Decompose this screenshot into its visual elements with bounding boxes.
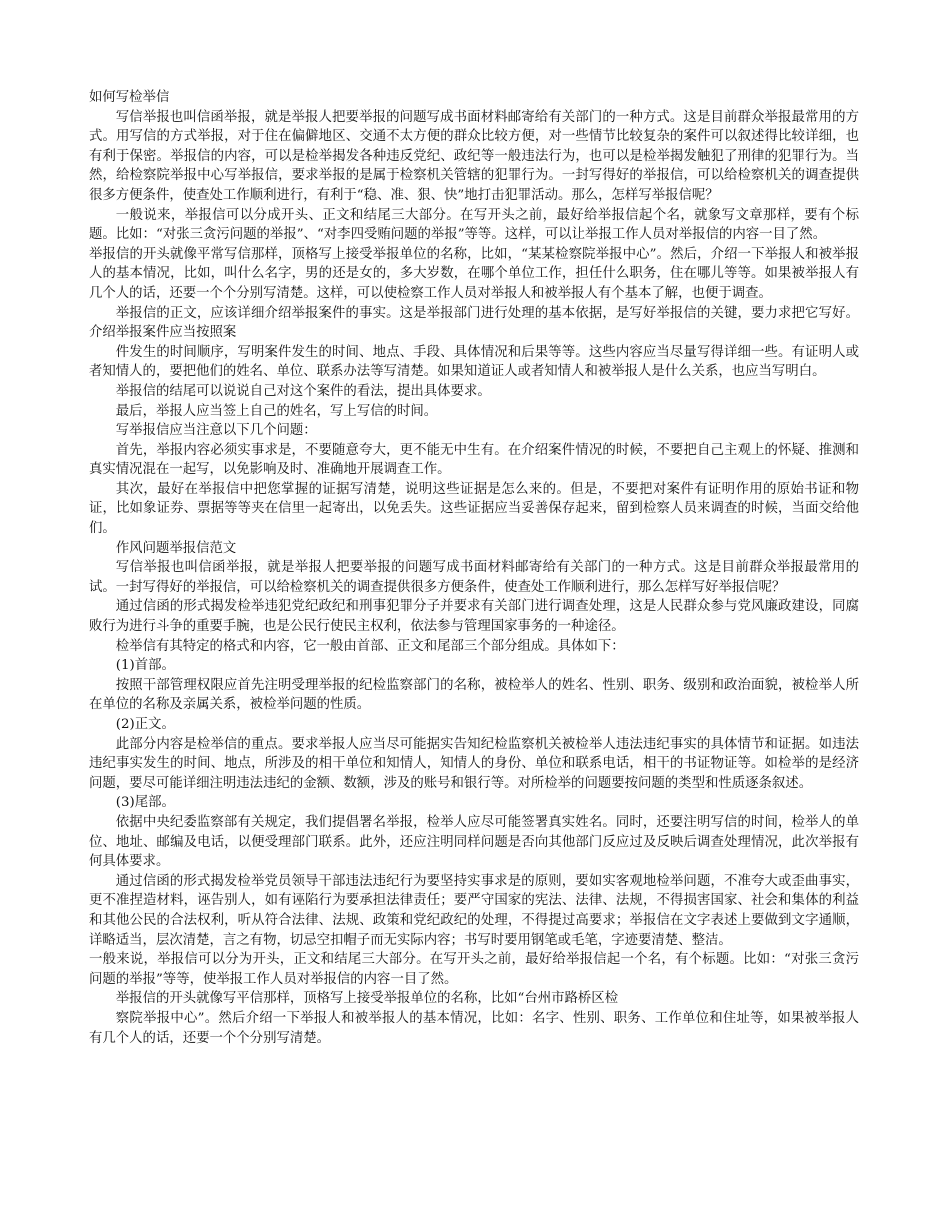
paragraph: 其次，最好在举报信中把您掌握的证据写清楚，说明这些证据是怎么来的。但是，不要把对案件有证明作用的原始书证和物证，比如象证券、票据等等夹在信里一起寄出，以免丢失。这些证据应当妥善保存起来，留到检察人员来调查的时候，当面交给他们。 [89,481,859,537]
paragraph: 写信举报也叫信函举报，就是举报人把要举报的问题写成书面材料邮寄给有关部门的一种方式。这是目前群众举报最常用的试。一封写得好的举报信，可以给检察机关的调查提供很多方便条件，使查处工作顺利进行，那么怎样写好举报信呢？ [89,560,859,595]
paragraph: 通过信函的形式揭发检举违犯党纪政纪和刑事犯罪分子并要求有关部门进行调查处理，这是人民群众参与党风廉政建设，同腐败行为进行斗争的重要手腕，也是公民行使民主权利，依法参与管理国家事务的一种途径。 [89,599,859,635]
paragraph: 件发生的时间顺序，写明案件发生的时间、地点、手段、具体情况和后果等等。这些内容应当尽量写得详细一些。有证明人或者知情人的，要把他们的姓名、单位、联系办法等写清楚。如果知道证人或者知情人和被举报人是什么关系，也应当写明白。 [89,344,859,380]
paragraph: 通过信函的形式揭发检举党员领导干部违法违纪行为要坚持实事求是的原则，要如实客观地检举问题，不准夸大或歪曲事实，更不准捏造材料，诬告别人，如有诬陷行为要承担法律责任；要严守国家的宪法、法律、法规，不得损害国家、社会和集体的利益和其他公民的合法权利，听从符合法律、法规、政策和党纪政纪的处理，不得提过高要求；举报信在文字表述上要做到文字通顺，详略适当，层次清楚，言之有物，切忌空扣帽子而无实际内容；书写时要用钢笔或毛笔，字迹要清楚、整洁。 [89,873,859,948]
paragraph: 举报信的正文，应该详细介绍举报案件的事实。这是举报部门进行处理的基本依据，是写好举报信的关键，要力求把它写好。介绍举报案件应当按照案 [89,305,859,341]
paragraph: 首先，举报内容必须实事求是，不要随意夸大，更不能无中生有。在介绍案件情况的时候，不要把自己主观上的怀疑、推测和真实情况混在一起写，以免影响及时、准确地开展调查工作。 [89,442,859,478]
paragraph: 按照干部管理权限应首先注明受理举报的纪检监察部门的名称，被检举人的姓名、性别、职务、级别和政治面貌，被检举人所在单位的名称及亲属关系，被检举问题的性质。 [89,677,859,713]
paragraph: 一般说来，举报信可以分成开头、正文和结尾三大部分。在写开头之前，最好给举报信起个名，就象写文章那样，要有个标题。比如：“对张三贪污问题的举报”、“对李四受贿问题的举报”等等。这样，可以让举报工作人员对举报信的内容一目了然。 [89,207,859,243]
section-heading: 作风问题举报信范文 [115,540,237,556]
paragraph: 察院举报中心”。然后介绍一下举报人和被举报人的基本情况，比如：名字、性别、职务、工作单位和住址等，如果被举报人有几个人的话，还要一个个分别写清楚。 [89,1010,859,1046]
document-title: 如何写检举信 [89,90,170,105]
paragraph: 举报信的开头就像写平信那样，顶格写上接受举报单位的名称，比如“台州市路桥区检 [115,991,619,1007]
paragraph: 写信举报也叫信函举报，就是举报人把要举报的问题写成书面材料邮寄给有关部门的一种方式。这是目前群众举报最常用的方式。用写信的方式举报，对于住在偏僻地区、交通不太方便的群众比较方便，对一些情节比较复杂的案件可以叙述得比较详细，也有利于保密。举报信的内容，可以是检举揭发各种违反党纪、政纪等一般违法行为，也可以是检举揭发触犯了刑律的犯罪行为。当然，给检察院举报中心写举报信，要求举报的是属于检察机关管辖的犯罪行为。一封写得好的举报信，可以给检察机关的调查提供很多方便条件，使查处工作顺利进行，有利于“稳、准、狠、快”地打击犯罪活动。那么，怎样写举报信呢？ [89,109,859,203]
paragraph: 检举信有其特定的格式和内容，它一般由首部、正文和尾部三个部分组成。具体如下： [115,638,625,654]
subsection-heading: (1)首部。 [115,658,175,674]
paragraph: 此部分内容是检举信的重点。要求举报人应当尽可能据实告知纪检监察机关被检举人违法违纪事实的具体情节和证据。如违法违纪事实发生的时间、地点，所涉及的相干单位和知情人，知情人的身份、单位和联系电话，相干的书证物证等。如检举的是经济问题，要尽可能详细注明违法违纪的金额、数额，涉及的账号和银行等。对所检举的问题要按问题的类型和性质逐条叙述。 [89,736,859,791]
document-page [89,88,859,1048]
paragraph: 依据中央纪委监察部有关规定，我们提倡署名举报，检举人应尽可能签署真实姓名。同时，还要注明写信的时间，检举人的单位、地址、邮编及电话，以便受理部门联系。此外，还应注明同样问题是否向其他部门反应过及反映后调查处理情况，此次举报有何具体要求。 [89,814,859,870]
subsection-heading: (3)尾部。 [115,795,175,811]
paragraph: 写举报信应当注意以下几个问题： [115,423,317,439]
paragraph: 最后，举报人应当签上自己的姓名，写上写信的时间。 [115,403,438,419]
paragraph: 一般来说，举报信可以分为开头，正文和结尾三大部分。在写开头之前，最好给举报信起一个名，有个标题。比如：“对张三贪污问题的举报”等等，使举报工作人员对举报信的内容一目了然。 [89,952,859,987]
paragraph: 举报信的结尾可以说说自己对这个案件的看法，提出具体要求。 [115,383,491,399]
subsection-heading: (2)正文。 [115,717,175,732]
paragraph: 举报信的开头就像平常写信那样，顶格写上接受举报单位的名称，比如，“某某检察院举报中心”。然后，介绍一下举报人和被举报人的基本情况，比如，叫什么名字，男的还是女的，多大岁数，在哪个单位工作，担任什么职务，住在哪儿等等。如果被举报人有几个人的话，还要一个个分别写清楚。这样，可以使检察工作人员对举报人和被举报人有个基本了解，也便于调查。 [89,246,859,301]
